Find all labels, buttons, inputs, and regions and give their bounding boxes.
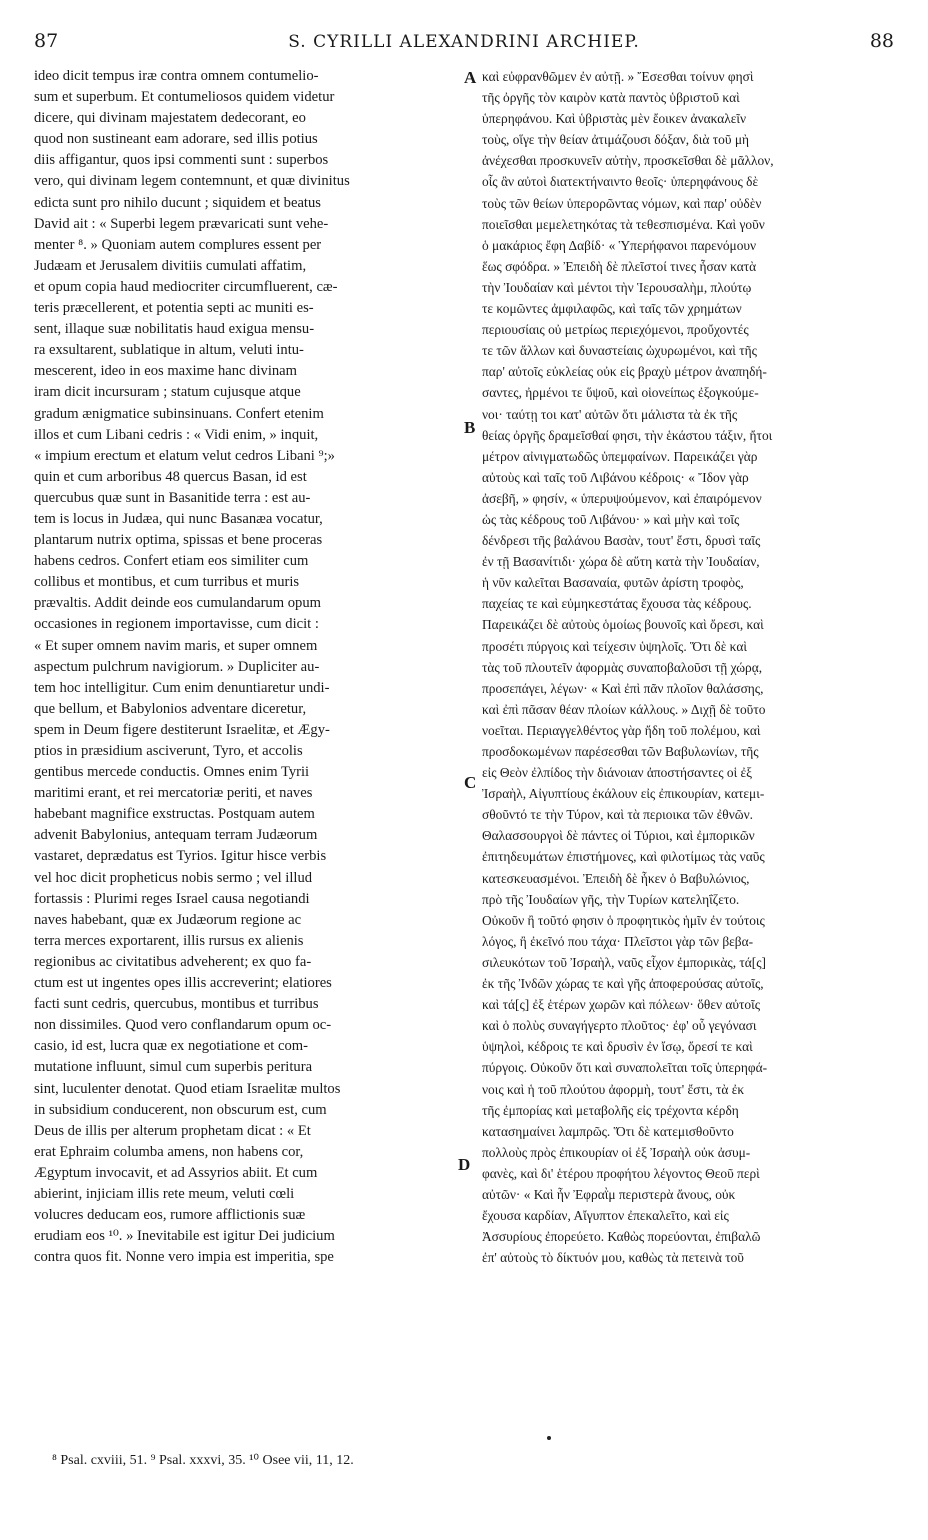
greek-text-line: οἷς ἂν αὐτοὶ διατεκτήναιντο θεοῖς· ὑπερηφάνους δὲ — [482, 174, 759, 190]
latin-text-line: habebant magnifice exstructas. Postquam autem — [34, 806, 315, 823]
greek-text-line: ἐκ τῆς Ἰνδῶν χώρας τε καὶ γῆς ἀποφερούσας αὐτοῖς, — [482, 976, 764, 992]
page-header — [34, 30, 894, 60]
greek-text-line: νοις καὶ ἡ τοῦ πλούτου ἀφορμὴ, τουτ' ἔστι, τὰ ἐκ — [482, 1081, 745, 1097]
greek-text-line: σαντες, ἠρμένοι τε ὕψοῦ, καὶ οἱονείπως ἐξογκούμε- — [482, 385, 759, 401]
greek-text-line: αὐτῶν· « Καὶ ἦν Ἐφραῒμ περιστερὰ ἄνους, οὐκ — [482, 1186, 736, 1202]
greek-text-line: ὡς τὰς κέδρους τοῦ Λιβάνου· » καὶ μὴν καὶ τοῖς — [482, 511, 740, 527]
latin-text-line: sent, illaque suæ nobilitatis haud exigua mensu- — [34, 321, 315, 338]
latin-text-line: ctum est ut ingentes opes illis accreverint; elatiores — [34, 975, 332, 992]
greek-text-line: αὐτοὺς καὶ ταῖς τοῦ Λιβάνου κέδροις· « Ἴδον γὰρ — [482, 469, 749, 485]
greek-text-line: ὑψηλοὶ, κέδροις τε καὶ δρυσὶν ἐν ἴσῳ, ὄρεσί τε καὶ — [482, 1039, 753, 1055]
latin-text-line: ptios in præsidium asciverunt, Tyro, et accolis — [34, 743, 303, 759]
greek-text-line: Ἰσραὴλ, Αἰγυπτίους ἐκάλουν εἰς ἐπικουρίαν, κατεμι- — [482, 786, 765, 802]
page-number-right: 88 — [869, 30, 894, 52]
latin-text-line: diis affigantur, quos ipsi commenti sunt : superbos — [34, 152, 329, 169]
latin-text-line: quod non sustineant eam adorare, sed illis potius — [34, 131, 318, 148]
greek-text-line: παρ' αὐτοῖς εὐκλείας οὐκ εἰς βραχὺ μέτρον ἀναπηδή- — [482, 364, 767, 380]
latin-text-line: « impium erectum et elatum velut cedros Libani ⁹;» — [34, 447, 335, 464]
latin-text-line: menter ⁸. » Quoniam autem complures essent per — [34, 236, 322, 253]
margin-marker-d: D — [458, 1155, 471, 1174]
greek-text-line: σθοῦντό τε τὴν Τύρον, καὶ τὰ περιοικα τῶν ἐθνῶν. — [482, 807, 753, 823]
greek-text-line: λόγος, ἢ ἐκεῖνό που τάχα· Πλεῖστοι γὰρ τῶν βεβα- — [482, 933, 754, 949]
latin-text-line: maritimi erant, et rei mercatoriæ periti, et naves — [34, 785, 313, 802]
latin-text-line: prævaltis. Addit deinde eos cumulandarum opum — [34, 595, 321, 612]
latin-text-line: facti sunt cedris, quercubus, montibus et turribus — [34, 996, 319, 1013]
greek-text-line: εἰς Θεὸν ἐλπίδος τὴν διάνοιαν ἀποστήσαντες οἱ ἐξ — [482, 765, 753, 781]
greek-text-line: ἔχουσα καρδίαν, Αἴγυπτον ἐπεκαλεῖτο, καὶ εἰς — [482, 1208, 729, 1224]
latin-text-line: David ait : « Superbi legem prævaricati sunt vehe- — [34, 215, 329, 232]
latin-text-line: advenit Babylonius, antequam terram Judæorum — [34, 827, 318, 844]
greek-text-line: τῆς ἐμπορίας καὶ μεταβολῆς εἰς τρέχοντα κέρδη — [482, 1102, 739, 1118]
greek-text-line: ἀνέχεσθαι προσκυνεῖν αὐτὴν, προσκεῖσθαι δὲ μᾶλλον, — [482, 153, 774, 169]
latin-text-line: quercubus quæ sunt in Basanitide terra : est au- — [34, 489, 311, 506]
latin-text-line: edicta sunt pro nihilo ducunt ; siquidem et beatus — [34, 194, 321, 211]
latin-text-line: dicere, qui divinam majestatem dedecorant, eo — [34, 110, 306, 127]
latin-text-line: erat Ephraim columba amens, non habens cor, — [34, 1143, 304, 1160]
greek-text-line: τοὺς τῶν θείων ὑπερορῶντας νόμων, καὶ παρ' οὐδὲν — [482, 195, 762, 211]
latin-text-line: Deus de illis per alterum prophetam dicat : « Et — [34, 1122, 311, 1139]
latin-text-line: mutatione influunt, simul cum superbis peritura — [34, 1059, 313, 1076]
latin-text-line: ra exsultarent, sublatique in altum, veluti intu- — [34, 342, 304, 359]
greek-text-line: ἡ νῦν καλεῖται Βασαναία, φυτῶν ἀρίστη τροφὸς, — [482, 575, 744, 591]
greek-text-line: μέτρον αἰνιγματωδῶς ὑπεμφαίνων. Παρεικάζει γὰρ — [482, 448, 758, 464]
greek-text-line: φανὲς, καὶ δι' ἑτέρου προφήτου λέγοντος Θεοῦ περὶ — [482, 1165, 760, 1181]
printer-dot — [547, 1436, 551, 1440]
latin-text-line: mescerent, ideo in eos maxime hanc divinam — [34, 363, 298, 380]
latin-text-line: « Et super omnem navim maris, et super omnem — [34, 637, 318, 654]
greek-text-line: προσεπάγει, λέγων· « Καὶ ἐπὶ πᾶν πλοῖον θαλάσσης, — [482, 680, 764, 696]
greek-text-line: ἐπ' αὐτοὺς τὸ δίκτυόν μου, καθὼς τὰ πετεινὰ τοῦ — [482, 1250, 744, 1266]
greek-text-line: προσέτι πύργοις καὶ τείχεσιν ὑψηλοῖς. Ὅτι δὲ καὶ — [482, 638, 747, 654]
latin-text-line: gradum ænigmatice subinsinuans. Confert etenim — [34, 405, 324, 422]
latin-text-line: quin et cum arboribus 48 quercus Basan, id est — [34, 468, 307, 485]
latin-text-line: spem in Deum figere destiterunt Israelitæ, et Ægy- — [34, 721, 330, 738]
margin-marker-b: B — [464, 418, 476, 437]
latin-text-line: Judæam et Jerusalem divitiis cumulati affatim, — [34, 257, 307, 274]
latin-text-line: terra merces exportarent, illis rursus ex alienis — [34, 932, 304, 949]
greek-text-line: παχείας τε καὶ εὐμηκεστάτας ἔχουσα τὰς κέδρους. — [482, 596, 752, 612]
greek-text-line: πολλοὺς πρὸς ἐπικουρίαν οἱ ἐξ Ἰσραὴλ οὐκ ἀσυμ- — [482, 1144, 751, 1160]
latin-text-line: plantarum nutrix optima, spissas et bene proceras — [34, 532, 323, 549]
greek-text-line: δένδρεσι τῆς βαλάνου Βασὰν, τουτ' ἔστι, δρυσὶ ταῖς — [482, 533, 761, 549]
greek-text-line: καὶ τά[ς] ἐξ ἑτέρων χωρῶν καὶ πόλεων· ὅθεν αὐτοῖς — [482, 997, 760, 1013]
greek-text-line: νοι· ταύτῃ τοι κατ' αὐτῶν ὅτι μάλιστα τὰ ἐκ τῆς — [482, 406, 738, 422]
greek-text-line: νοεῖται. Περιαγγελθέντος γὰρ ἤδη τοῦ πολέμου, καὶ — [482, 722, 761, 738]
greek-text-line: Παρεικάζει δὲ αὐτοὺς ὁμοίως βουνοῖς καὶ ὄρεσι, καὶ — [482, 617, 764, 633]
latin-text-line: erudiam eos ¹⁰. » Inevitabile est igitur Dei judicium — [34, 1228, 335, 1245]
greek-text-line: ἀσεβῆ, » φησίν, « ὑπερυψούμενον, καὶ ἐπαιρόμενον — [482, 490, 762, 506]
latin-text-line: occasiones in regionem importavisse, cum dicit : — [34, 616, 319, 633]
greek-text-line: πύργοις. Οὐκοῦν ὅτι καὶ συναπολεῖται τοῖς ὑπερηφά- — [482, 1060, 768, 1076]
page-number-left: 87 — [34, 30, 59, 52]
greek-text-line: τε κομῶντες ἀμφιλαφῶς, καὶ ταῖς τῶν χρημάτων — [482, 301, 742, 317]
latin-text-line: illos et cum Libani cedris : « Vidi enim, » inquit, — [34, 426, 319, 443]
latin-text-line: habens cedros. Confert etiam eos similiter cum — [34, 553, 309, 570]
latin-text-line: sum et superbum. Et contumeliosos quidem videtur — [34, 89, 335, 106]
latin-column — [34, 66, 458, 1268]
latin-text-line: Ægyptum invocavit, et ad Assyrios abiit. Et cum — [34, 1164, 318, 1181]
greek-text-line: Θαλασσουργοὶ δὲ πάντες οἱ Τύριοι, καὶ ἐμπορικῶν — [482, 828, 755, 844]
greek-text-line: κατεσκευασμένοι. Ἐπειδὴ δὲ ἧκεν ὁ Βαβυλώνιος, — [482, 870, 750, 886]
greek-text-line: θείας ὀργῆς δραμεῖσθαί φησι, τὴν ἑκάστου τάξιν, ἤτοι — [482, 427, 773, 443]
latin-text-line: tem hoc intelligitur. Cum enim denuntiaretur undi- — [34, 679, 330, 696]
greek-text-line: Οὐκοῦν ἢ τοῦτό φησιν ὁ προφητικὸς ἡμῖν ἐν τούτοις — [482, 912, 765, 928]
greek-text-line: ὑπερηφάνου. Καὶ ὑβριστὰς μὲν ἔοικεν ἀνακαλεῖν — [482, 111, 747, 127]
latin-text-line: et opum copia haud mediocriter circumfluerent, cæ- — [34, 278, 338, 295]
latin-text-line: non dissimiles. Quod vero conflandarum opum oc- — [34, 1017, 332, 1034]
greek-text-line: περιουσίαις οὐ μετρίως περιεχόμενοι, προὔχοντές — [482, 322, 749, 338]
latin-text-line: sint, luculenter denotat. Quod etiam Israelitæ multos — [34, 1080, 341, 1097]
latin-text-line: que bellum, et Babylonios adventare diceretur, — [34, 700, 307, 717]
greek-text-line: τὴν Ἰουδαίαν καὶ μέντοι τὴν Ἱερουσαλὴμ, πλούτῳ — [482, 279, 752, 295]
latin-text-line: abierint, injiciam illis rete meum, veluti cœli — [34, 1185, 295, 1202]
greek-text-line: Ἀσσυρίους ἐπορεύετο. Καθὼς πορεύονται, ἐπιβαλῶ — [482, 1229, 761, 1245]
margin-marker-c: C — [464, 773, 477, 792]
greek-text-line: καὶ ὁ πολὺς συναγήγερτο πλοῦτος· ἐφ' οὗ γεγόνασι — [482, 1018, 757, 1034]
latin-text-line: vero, qui divinam legem contemnunt, et quæ divinitus — [34, 173, 350, 190]
latin-text-line: in subsidium conducerent, non obscurum est, cum — [34, 1101, 327, 1118]
greek-text-line: ἕως σφόδρα. » Ἐπειδὴ δὲ πλεῖστοί τινες ἦσαν κατὰ — [482, 258, 757, 274]
latin-text-line: naves habebant, quæ ex Judæorum regione ac — [34, 911, 302, 928]
greek-text-line: ἐπιτηδευμάτων ἐπιστήμονες, καὶ φιλοτίμως τὰς ναῦς — [482, 849, 765, 865]
greek-text-line: τοὺς, οἵγε τὴν θείαν ἀτιμάζουσι δόξαν, διὰ τοῦ μὴ — [482, 132, 749, 148]
latin-text-line: vel hoc dicit propheticus nobis sermo ; vel illud — [34, 869, 313, 886]
latin-text-line: fortassis : Plurimi reges Israel causa negotiandi — [34, 890, 310, 907]
latin-text-line: contra quos fit. Nonne vero impia est imperitia, spe — [34, 1249, 334, 1266]
latin-text-line: iram dicit incursuram ; statum cujusque atque — [34, 384, 301, 401]
greek-text-line: καὶ εὐφρανθῶμεν ἐν αὐτῇ. » Ἔσεσθαι τοίνυν φησὶ — [482, 69, 754, 84]
latin-text-line: gentibus mercede conductis. Omnes enim Tyrii — [34, 764, 310, 781]
greek-text-line: προσδοκωμένων παρέσεσθαι τῶν Βαβυλωνίων, τῆς — [482, 744, 759, 759]
margin-marker-a: A — [464, 68, 477, 87]
latin-text-line: casio, id est, lucra quæ ex negotiatione et com- — [34, 1038, 308, 1055]
greek-column — [482, 66, 912, 1268]
greek-text-line: ἐν τῇ Βασανίτιδι· χώρα δὲ αὕτη κατὰ τὴν Ἰουδαίαν, — [482, 554, 760, 570]
latin-text-line: regionibus ac civitatibus adveherent; ex quo fa- — [34, 953, 312, 970]
running-title: S. CYRILLI ALEXANDRINI ARCHIEP. — [288, 32, 640, 52]
latin-text-line: vastaret, deprædatus est Tyrios. Igitur hisce verbis — [34, 848, 327, 865]
greek-text-line: ποιεῖσθαι μεμελετηκότας τὰ τεθεσπισμένα. Καὶ γοῦν — [482, 216, 765, 232]
greek-text-line: ὁ μακάριος ἔφη Δαβίδ· « Ὑπερήφανοι παρενόμουν — [482, 237, 757, 253]
latin-text-line: tem is locus in Judæa, qui nunc Basanæa vocatur, — [34, 510, 323, 527]
greek-text-line: τῆς ὀργῆς τὸν καιρὸν κατὰ παντὸς ὑβριστοῦ καὶ — [482, 90, 740, 106]
latin-text-line: collibus et montibus, et cum turribus et muris — [34, 574, 300, 591]
greek-text-line: τὰς τοῦ πλουτεῖν ἀφορμὰς συναποβαλοῦσι τῇ χώρᾳ, — [482, 659, 763, 675]
greek-text-line: τε τῶν ἄλλων καὶ δυναστείαις ὠχυρωμένοι, καὶ τῆς — [482, 343, 757, 359]
footnotes: ⁸ Psal. cxviii, 51. ⁹ Psal. xxxvi, 35. ¹⁰ Osee vii, 11, 12. — [52, 1453, 354, 1468]
greek-text-line: κατασημαίνει λαμπρῶς. Ὅτι δὲ κατεμισθοῦντο — [482, 1123, 734, 1139]
latin-text-line: ideo dicit tempus iræ contra omnem contumelio- — [34, 68, 319, 84]
latin-text-line: aspectum pulchrum navigiorum. » Dupliciter au- — [34, 658, 320, 675]
greek-text-line: καὶ ἐπὶ πᾶσαν θέαν πλοίων κάλλους. » Διχῇ δὲ τοῦτο — [482, 701, 766, 717]
greek-text-line: πρὸ τῆς Ἰουδαίων γῆς, τὴν Τυρίων κατεληΐζετο. — [482, 891, 740, 907]
latin-text-line: teris præcellerent, et potentia septi ac muniti es- — [34, 300, 314, 317]
latin-text-line: volucres deducam eos, rumore afflictionis suæ — [34, 1207, 306, 1224]
greek-text-line: σιλευκότων τοῦ Ἰσραὴλ, ναῦς εἶχον ἐμπορικὰς, τά[ς] — [482, 954, 767, 970]
